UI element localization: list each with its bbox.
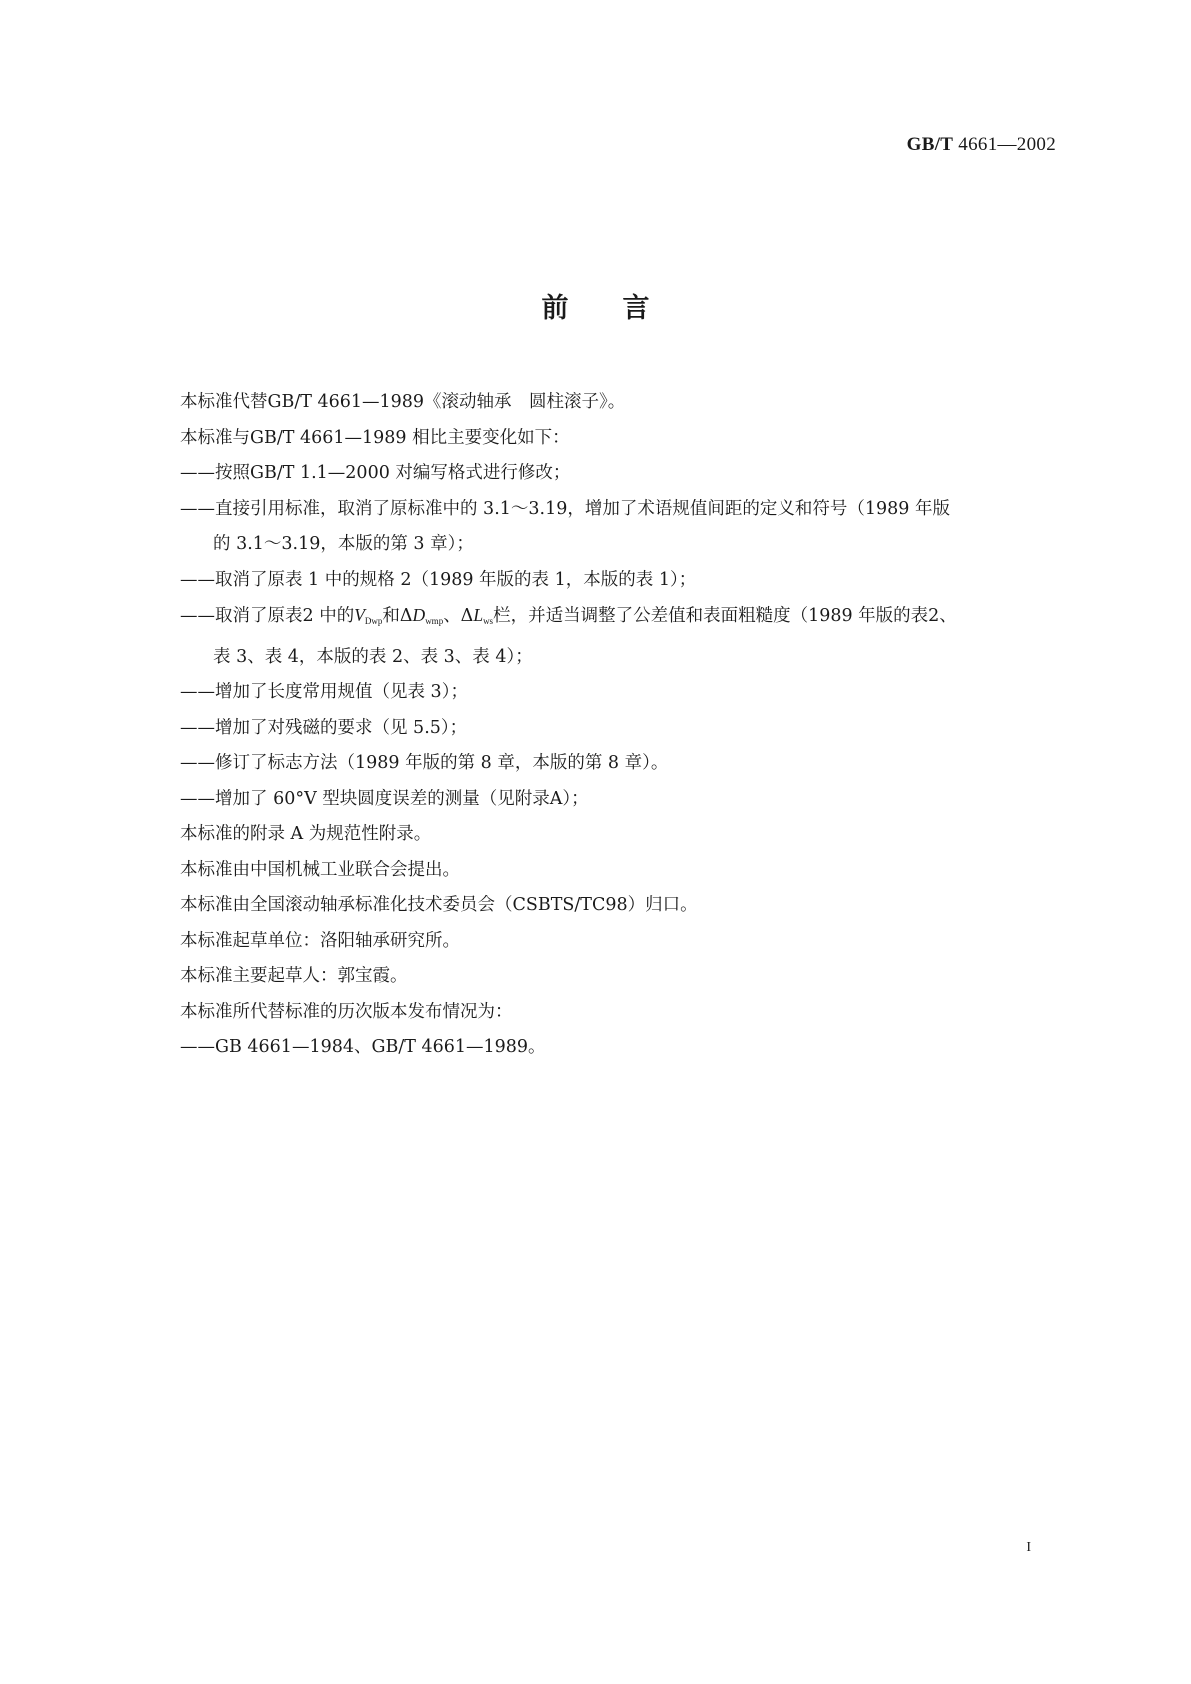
tolerance-text-post: 栏，并适当调整了公差值和表面粗糙度（1989 年版的表2、: [493, 606, 957, 626]
tolerance-text-sep: 、Δ: [443, 606, 474, 626]
tolerance-text-and: 和Δ: [382, 606, 413, 626]
foreword-body: [180, 385, 1060, 1066]
change-item-roundness: ——增加了 60°V 型块圆度误差的测量（见附录A）；: [180, 788, 589, 809]
symbol-l: L: [473, 605, 484, 625]
paragraph-changes-intro: 本标准与GB/T 4661—1989 相比主要变化如下：: [180, 427, 570, 448]
paragraph-drafting-unit: 本标准起草单位：洛阳轴承研究所。: [180, 930, 460, 951]
change-item-magnetism: ——增加了对残磁的要求（见 5.5）；: [180, 717, 468, 738]
standard-code: [907, 134, 1056, 156]
change-item-terms-line2: 的 3.1～3.19，本版的第 3 章）；: [213, 534, 474, 554]
paragraph-committee: 本标准由全国滚动轴承标准化技术委员会（CSBTS/TC98）归口。: [180, 895, 698, 915]
symbol-v-subscript: Dwp: [364, 616, 383, 626]
change-item-terms-line1: ——直接引用标准，取消了原标准中的 3.1～3.19，增加了术语规值间距的定义和符号（1989 年版: [180, 498, 950, 519]
change-item-length: ——增加了长度常用规值（见表 3）；: [180, 682, 468, 702]
change-item-tolerance: [180, 598, 1060, 675]
paragraph-history-intro: 本标准所代替标准的历次版本发布情况为：: [180, 1001, 513, 1022]
paragraph-proposed-by: 本标准由中国机械工业联合会提出。: [180, 859, 460, 880]
tolerance-text-pre: ——取消了原表2 中的: [180, 606, 355, 626]
standard-code-number: 4661—2002: [953, 134, 1056, 155]
page-title: 前言: [541, 293, 704, 324]
paragraph-replaces: 本标准代替GB/T 4661—1989《滚动轴承 圆柱滚子》。: [180, 392, 626, 412]
standard-code-prefix: GB/T: [906, 134, 954, 155]
symbol-l-subscript: ws: [483, 616, 494, 626]
change-item-marking: ——修订了标志方法（1989 年版的第 8 章，本版的第 8 章）。: [180, 753, 669, 773]
symbol-d: D: [412, 605, 426, 625]
change-item-format: ——按照GB/T 1.1—2000 对编写格式进行修改；: [180, 463, 571, 483]
symbol-d-subscript: wmp: [425, 616, 444, 626]
change-item-terms: [180, 492, 1060, 563]
paragraph-annex: 本标准的附录 A 为规范性附录。: [180, 824, 432, 844]
change-item-tolerance-line2: 表 3、表 4，本版的表 2、表 3、表 4）；: [213, 646, 533, 667]
symbol-v: V: [354, 605, 365, 625]
history-item: ——GB 4661—1984、GB/T 4661—1989。: [180, 1037, 546, 1057]
change-item-tolerance-line1: [180, 598, 1060, 640]
page-number: I: [1026, 1540, 1031, 1555]
paragraph-drafter: 本标准主要起草人：郭宝霞。: [180, 966, 408, 986]
change-item-spec: ——取消了原表 1 中的规格 2（1989 年版的表 1，本版的表 1）；: [180, 569, 697, 590]
